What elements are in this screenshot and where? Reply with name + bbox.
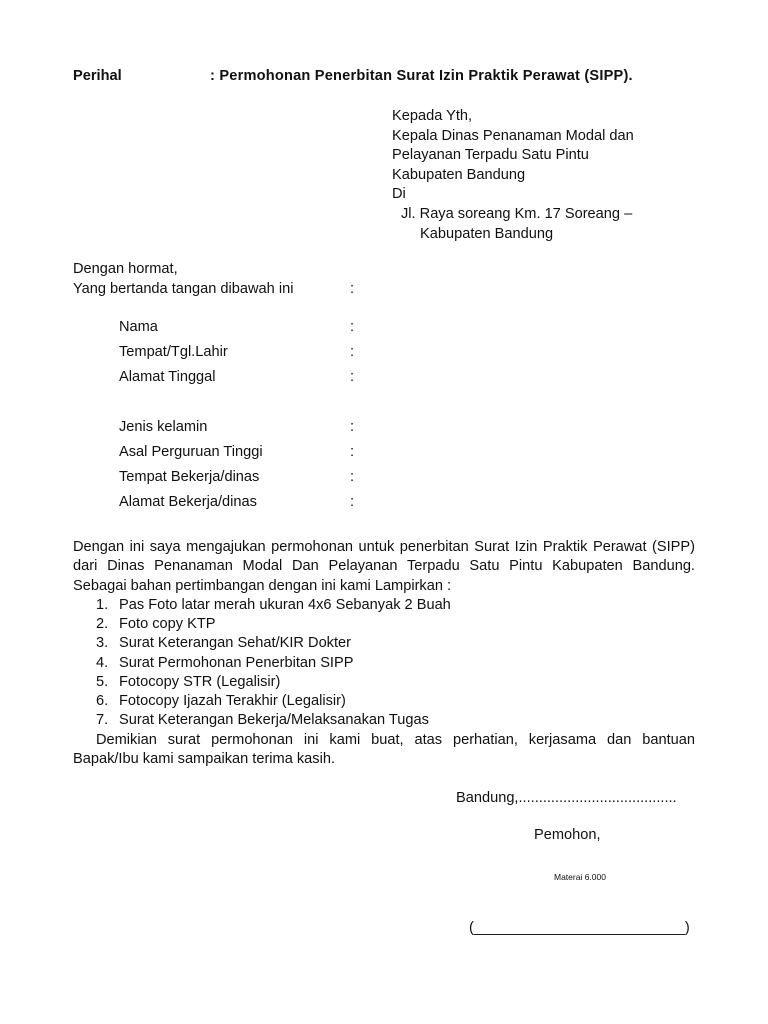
recipient-address: Kabupaten Bandung (420, 225, 554, 242)
subject-label: Perihal (73, 68, 122, 84)
list-text: Surat Keterangan Sehat/KIR Dokter (119, 635, 352, 652)
recipient-line: Pelayanan Terpadu Satu Pintu (392, 147, 589, 164)
signature-line: (__________________________) (469, 920, 690, 936)
recipient-block (392, 107, 634, 244)
field-label-tempat-bekerja: Tempat Bekerja/dinas (119, 469, 260, 485)
closing-paragraph: Demikian surat permohonan ini kami buat, atas perhatian, kerjasama dan bantuan Bapak/Ibu kami sampaikan terima kasih. (73, 732, 695, 768)
list-item (96, 615, 451, 634)
field-colon: : (350, 369, 355, 385)
list-number: 5. (96, 673, 109, 690)
list-number: 3. (96, 635, 109, 652)
list-number: 1. (96, 597, 109, 613)
applicant-label: Pemohon, (534, 827, 601, 843)
intro-colon: : (350, 281, 355, 297)
field-colon: : (350, 344, 355, 360)
city-date-line: Bandung,....................................... (456, 790, 677, 806)
list-item (96, 692, 451, 711)
field-label-jenis-kelamin: Jenis kelamin (119, 419, 208, 435)
intro-text: Yang bertanda tangan dibawah ini (73, 281, 294, 297)
subject-text: : Permohonan Penerbitan Surat Izin Praktik Perawat (SIPP). (210, 68, 633, 84)
field-colon: : (350, 494, 355, 510)
attachment-list (96, 596, 451, 730)
intro-line (73, 281, 373, 297)
field-label-alamat-bekerja: Alamat Bekerja/dinas (119, 494, 257, 510)
field-colon: : (350, 319, 355, 335)
recipient-line: Di (392, 186, 406, 203)
field-colon: : (350, 469, 355, 485)
list-text: Foto copy KTP (119, 616, 216, 633)
list-number: 7. (96, 712, 109, 729)
recipient-line: Kabupaten Bandung (392, 166, 526, 183)
list-text: Surat Permohonan Penerbitan SIPP (119, 654, 354, 671)
field-label-asal-perguruan-tinggi: Asal Perguruan Tinggi (119, 444, 263, 460)
field-colon: : (350, 444, 355, 460)
list-item (96, 634, 451, 653)
field-label-alamat-tinggal: Alamat Tinggal (119, 369, 216, 385)
list-number: 2. (96, 616, 109, 633)
field-label-nama: Nama (119, 319, 158, 335)
list-item (96, 673, 451, 692)
list-text: Surat Keterangan Bekerja/Melaksanakan Tugas (119, 712, 429, 729)
list-number: 6. (96, 693, 109, 710)
greeting: Dengan hormat, (73, 261, 178, 277)
list-item (96, 711, 451, 730)
list-number: 4. (96, 654, 109, 671)
field-colon: : (350, 419, 355, 435)
list-text: Fotocopy STR (Legalisir) (119, 673, 281, 690)
field-label-tempat-tgl-lahir: Tempat/Tgl.Lahir (119, 344, 228, 360)
recipient-line: Kepala Dinas Penanaman Modal dan (392, 127, 634, 144)
list-item (96, 654, 451, 673)
list-text: Fotocopy Ijazah Terakhir (Legalisir) (119, 693, 346, 710)
stamp-label: Materai 6.000 (554, 872, 606, 882)
request-paragraph: Dengan ini saya mengajukan permohonan untuk penerbitan Surat Izin Praktik Perawat (SIPP) dari Dinas Penanaman Modal Dan Pelayanan Terpadu Satu Pintu Kabupaten Bandung. Sebagai bahan pertimbangan dengan ini kami Lampirkan : (73, 539, 695, 594)
recipient-address: Jl. Raya soreang Km. 17 Soreang – (401, 205, 633, 222)
list-text: Pas Foto latar merah ukuran 4x6 Sebanyak 2 Buah (119, 597, 451, 613)
list-item (96, 596, 451, 615)
recipient-line: Kepada Yth, (392, 108, 473, 124)
